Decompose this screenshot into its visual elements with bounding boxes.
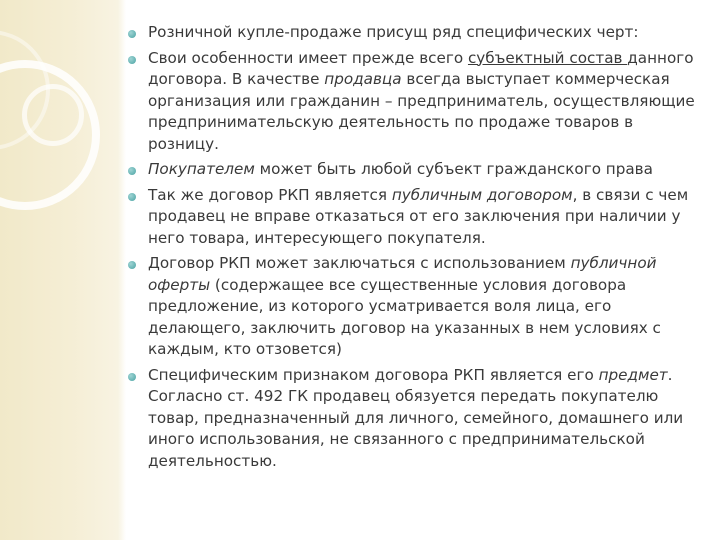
text-run: всегда выступает коммерческая организация или гражданин – предприниматель, осуществляющие предпринимательскую деятельность по продаже товаров в розницу. xyxy=(148,70,695,153)
bullet-item xyxy=(128,22,700,44)
text-run: (содержащее все существенные условия договора предложение, из которого усматривается воля лица, его делающего, заключить договор на указанных в нем условиях с каждым, кто отзовется) xyxy=(148,275,661,358)
bullet-dot-icon xyxy=(128,56,136,64)
bullet-item xyxy=(128,253,700,361)
bullet-text xyxy=(148,366,683,470)
bullet-text xyxy=(148,23,639,41)
text-run: данного договора. В качестве xyxy=(148,48,694,88)
bullet-text xyxy=(148,160,653,178)
text-run: Свои особенности имеет прежде всего xyxy=(148,48,468,67)
text-run: Так же договор РКП является xyxy=(148,185,392,204)
bullet-text xyxy=(148,186,688,247)
text-run: Розничной купле-продаже присущ ряд специфических черт: xyxy=(148,23,639,41)
text-run: Специфическим признаком договора РКП является его xyxy=(148,365,599,384)
bullet-dot-icon xyxy=(128,193,136,201)
bullet-dot-icon xyxy=(128,261,136,269)
decorative-side-band xyxy=(0,0,118,540)
bullet-text xyxy=(148,49,695,153)
text-run: публичным договором xyxy=(391,185,573,204)
bullet-item xyxy=(128,159,700,181)
text-run: продавца xyxy=(324,70,402,88)
text-run: . Согласно ст. 492 ГК продавец обязуется передать покупателю товар, предназначенный для личного, семейного, домашнего или иного использования, не связанного с предпринимательской деятельностью. xyxy=(148,365,684,470)
text-run: может быть любой субъект гражданского права xyxy=(254,160,653,178)
bullet-item xyxy=(128,185,700,250)
bullet-item xyxy=(128,48,700,156)
slide-content xyxy=(128,22,700,476)
text-run: , в связи с чем продавец не вправе отказаться от его заключения при наличии у него товара, интересующего покупателя. xyxy=(148,185,689,247)
text-run: публичной оферты xyxy=(148,254,657,294)
bullet-dot-icon xyxy=(128,167,136,175)
bullet-dot-icon xyxy=(128,30,136,38)
text-run: предмет xyxy=(598,365,668,384)
bullet-item xyxy=(128,365,700,473)
text-run: субъектный состав xyxy=(467,48,628,67)
band-fade xyxy=(118,0,126,540)
bullet-list xyxy=(128,22,700,472)
text-run: Договор РКП может заключаться с использованием xyxy=(148,254,571,272)
bullet-text xyxy=(148,254,661,358)
text-run: Покупателем xyxy=(148,160,255,178)
bullet-dot-icon xyxy=(128,373,136,381)
decorative-ring xyxy=(22,84,84,146)
